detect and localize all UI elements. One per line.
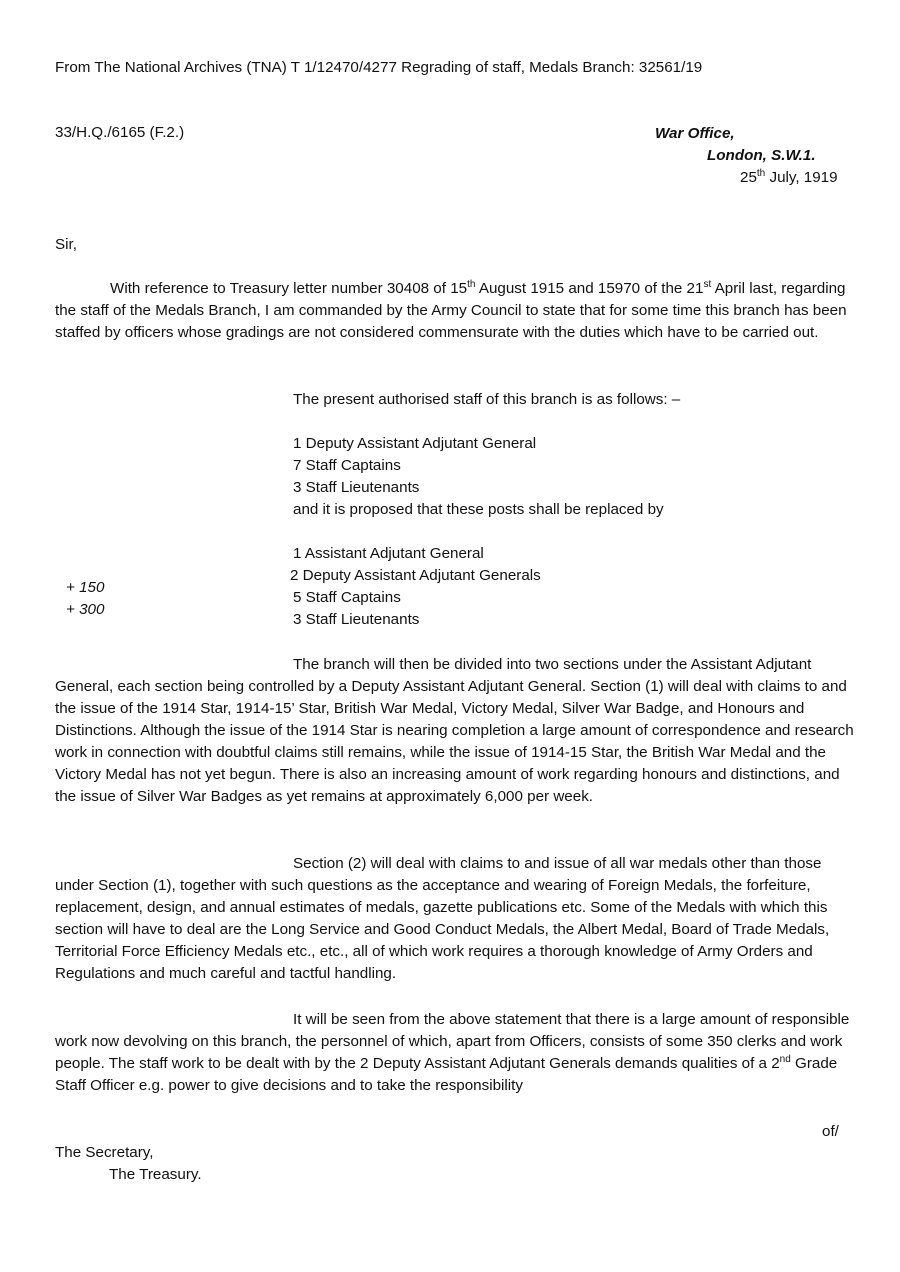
reference-number: 33/H.Q./6165 (F.2.) xyxy=(55,124,185,141)
proposed-staff-item: 3 Staff Lieutenants xyxy=(293,611,420,628)
paragraph-2 xyxy=(55,654,855,808)
proposed-staff-item: 1 Assistant Adjutant General xyxy=(293,545,484,562)
para4-part-b: Grade Staff Officer e.g. power to give decisions and to take the responsibility xyxy=(55,1055,838,1094)
proposed-staff-list xyxy=(290,543,541,631)
recipient-line-2: The Treasury. xyxy=(109,1166,202,1183)
proposed-staff-item: 2 Deputy Assistant Adjutant Generals xyxy=(290,567,541,584)
address-line-1: War Office, xyxy=(655,125,735,142)
source-line: From The National Archives (TNA) T 1/12470/4277 Regrading of staff, Medals Branch: 32561/19 xyxy=(55,59,703,76)
catchword: of/ xyxy=(822,1123,839,1140)
proposed-staff-item: 5 Staff Captains xyxy=(293,589,401,606)
present-staff-item: 1 Deputy Assistant Adjutant General xyxy=(293,435,537,452)
staff-intro: The present authorised staff of this branch is as follows: – xyxy=(293,391,681,408)
margin-note: + 300 xyxy=(66,601,105,618)
para2-text: The branch will then be divided into two sections under the Assistant Adjutant General, each section being controlled by a Deputy Assistant Adjutant General. Section (1) will deal with claims to and the issue of the 1914 Star, 1914-15’ Star, British War Medal, Victory Medal, Silver War Badge, and Honours and Distinctions. Although the issue of the 1914 Star is nearing completion a large amount of correspondence and research work in connection with doubtful claims still remains, while the issue of 1914-15 Star, the British War Medal and the Victory Medal has not yet begun. There is also an increasing amount of work regarding honours and distinctions, and the issue of Silver War Badges as yet remains at approximately 6,000 per week. xyxy=(55,656,854,805)
address-line-2: London, S.W.1. xyxy=(707,147,816,164)
para1-part-b: August 1915 and 15970 of the 21 xyxy=(475,280,704,297)
date-day: 25 xyxy=(740,169,757,186)
para1-part-a: With reference to Treasury letter number 30408 of 15 xyxy=(110,280,468,297)
proposal-line: and it is proposed that these posts shall be replaced by xyxy=(293,501,664,518)
recipient-line-1: The Secretary, xyxy=(55,1144,154,1161)
para4-sup: nd xyxy=(779,1053,791,1065)
para1-sup-a: th xyxy=(467,278,476,290)
letter-date xyxy=(740,167,838,189)
para3-text: Section (2) will deal with claims to and issue of all war medals other than those under Section (1), together with such questions as the acceptance and wearing of Foreign Medals, the forfeiture, replacement, design, and annual estimates of medals, gazette publications etc. Some of the Medals with which this section will have to deal are the Long Service and Good Conduct Medals, the Albert Medal, Board of Trade Medals, Territorial Force Efficiency Medals etc., etc., all of which work requires a thorough knowledge of Army Orders and Regulations and much careful and tactful handling. xyxy=(55,855,830,982)
present-staff-item: 3 Staff Lieutenants xyxy=(293,479,420,496)
margin-note: + 150 xyxy=(66,579,105,596)
present-staff-item: 7 Staff Captains xyxy=(293,457,401,474)
paragraph-1 xyxy=(55,278,855,344)
date-suffix: th xyxy=(756,167,766,179)
paragraph-4 xyxy=(55,1009,855,1097)
present-staff-list xyxy=(293,433,664,521)
para1-part-c: April last, regarding the staff of the Medals Branch, I am commanded by the Army Council to state that for some time this branch has been staffed by officers whose gradings are not considered commensurate with the duties which have to be carried out. xyxy=(55,280,847,341)
para4-part-a: It will be seen from the above statement that there is a large amount of responsible work now devolving on this branch, the personnel of which, apart from Officers, consists of some 350 clerks and work people. The staff work to be dealt with by the 2 Deputy Assistant Adjutant Generals demands qualities of a 2 xyxy=(55,1011,850,1072)
paragraph-3 xyxy=(55,853,855,985)
salutation: Sir, xyxy=(55,236,77,253)
date-rest: July, 1919 xyxy=(765,169,838,186)
para1-sup-b: st xyxy=(703,278,712,290)
